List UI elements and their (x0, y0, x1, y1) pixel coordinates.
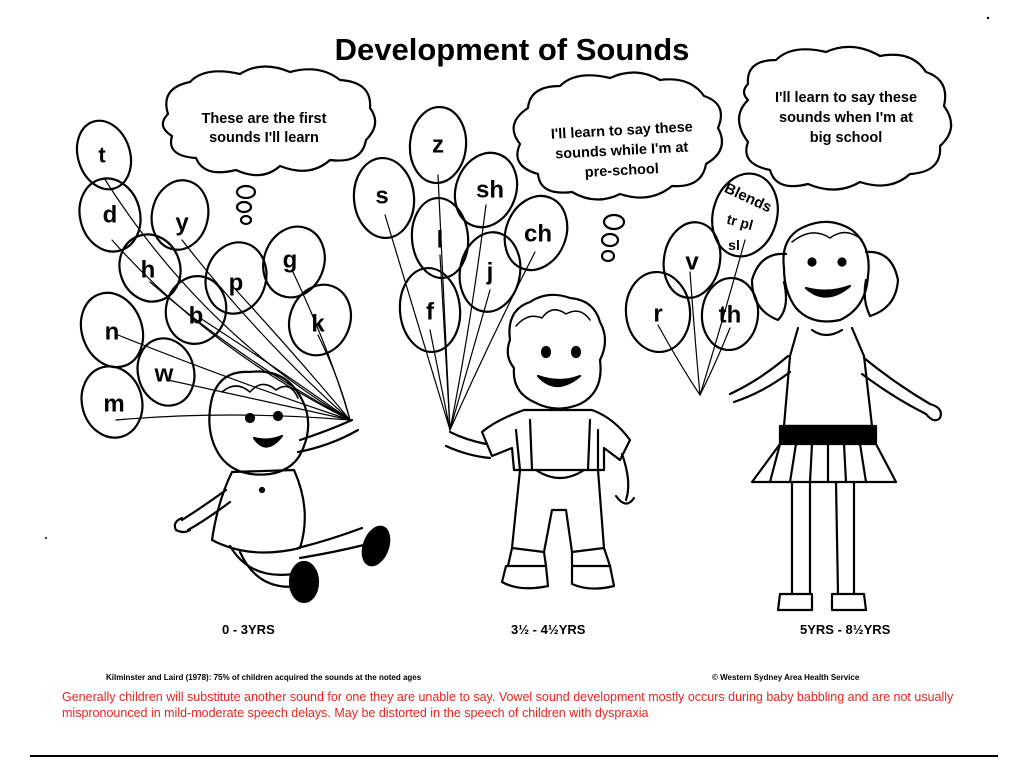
balloon-letter-s: s (375, 182, 389, 210)
balloon-letter-ch: ch (523, 220, 553, 248)
boy-figure (446, 295, 634, 589)
balloon-letter-f: f (426, 298, 434, 326)
balloon-blends-title: Blends (721, 179, 775, 217)
balloon-letter-r: r (653, 300, 663, 328)
bubble-2-line-3: pre-school (584, 161, 660, 181)
page-title: Development of Sounds (334, 32, 690, 67)
age-label-3-4: 3½ - 4½YRS (511, 622, 586, 637)
age-label-0-3: 0 - 3YRS (222, 622, 275, 637)
balloon-blends-sl: sl (728, 237, 740, 253)
balloon-letter-sh: sh (475, 176, 505, 204)
bubble-3-line-1: I'll learn to say these (774, 90, 918, 106)
bubble-2-line-1: I'll learn to say these (550, 119, 694, 143)
balloon-blends-tr-pl: tr pl (725, 210, 755, 234)
bubble-1-line-2: sounds I'll learn (209, 130, 319, 146)
balloon-letter-h: h (140, 256, 156, 284)
balloon-letter-t: t (98, 142, 106, 168)
speck-dot (45, 537, 47, 539)
bubble-3-line-3: big school (809, 130, 883, 146)
balloon-letter-p: p (228, 269, 244, 297)
bubble-3-line-2: sounds when I'm at (779, 110, 913, 126)
girl-figure (730, 222, 941, 610)
balloon-letter-m: m (103, 390, 125, 418)
source-credit: Kilminster and Laird (1978): 75% of children acquired the sounds at the noted ages (106, 673, 422, 682)
copyright-credit: © Western Sydney Area Health Service (712, 673, 860, 682)
balloon-letter-d: d (102, 201, 118, 229)
age-label-5-8: 5YRS - 8½YRS (800, 622, 891, 637)
balloon-letter-n: n (104, 318, 120, 346)
explanatory-note: Generally children will substitute another sound for one they are unable to say. Vowel sound development mostly occurs during baby babbling and are not usually mispronounced in mild-moderate speech delays. May be distorted in the speech of children with dyspraxia (62, 690, 954, 720)
bottom-rule (30, 755, 998, 757)
balloon-letter-v: v (685, 248, 699, 276)
balloon-letter-z: z (432, 131, 444, 159)
balloon-letter-j: j (486, 258, 494, 286)
balloon-letter-l: l (436, 226, 444, 254)
balloon-letter-y: y (175, 209, 189, 237)
balloon-letter-g: g (282, 246, 298, 274)
balloon-letter-k: k (311, 310, 325, 338)
bubble-1-line-1: These are the first (201, 111, 327, 127)
bubble-2-line-2: sounds while I'm at (554, 139, 689, 163)
balloon-letter-th: th (718, 301, 742, 329)
balloon-letter-w: w (154, 360, 174, 388)
speck-dot (987, 17, 989, 19)
balloon-letter-b: b (188, 302, 204, 330)
